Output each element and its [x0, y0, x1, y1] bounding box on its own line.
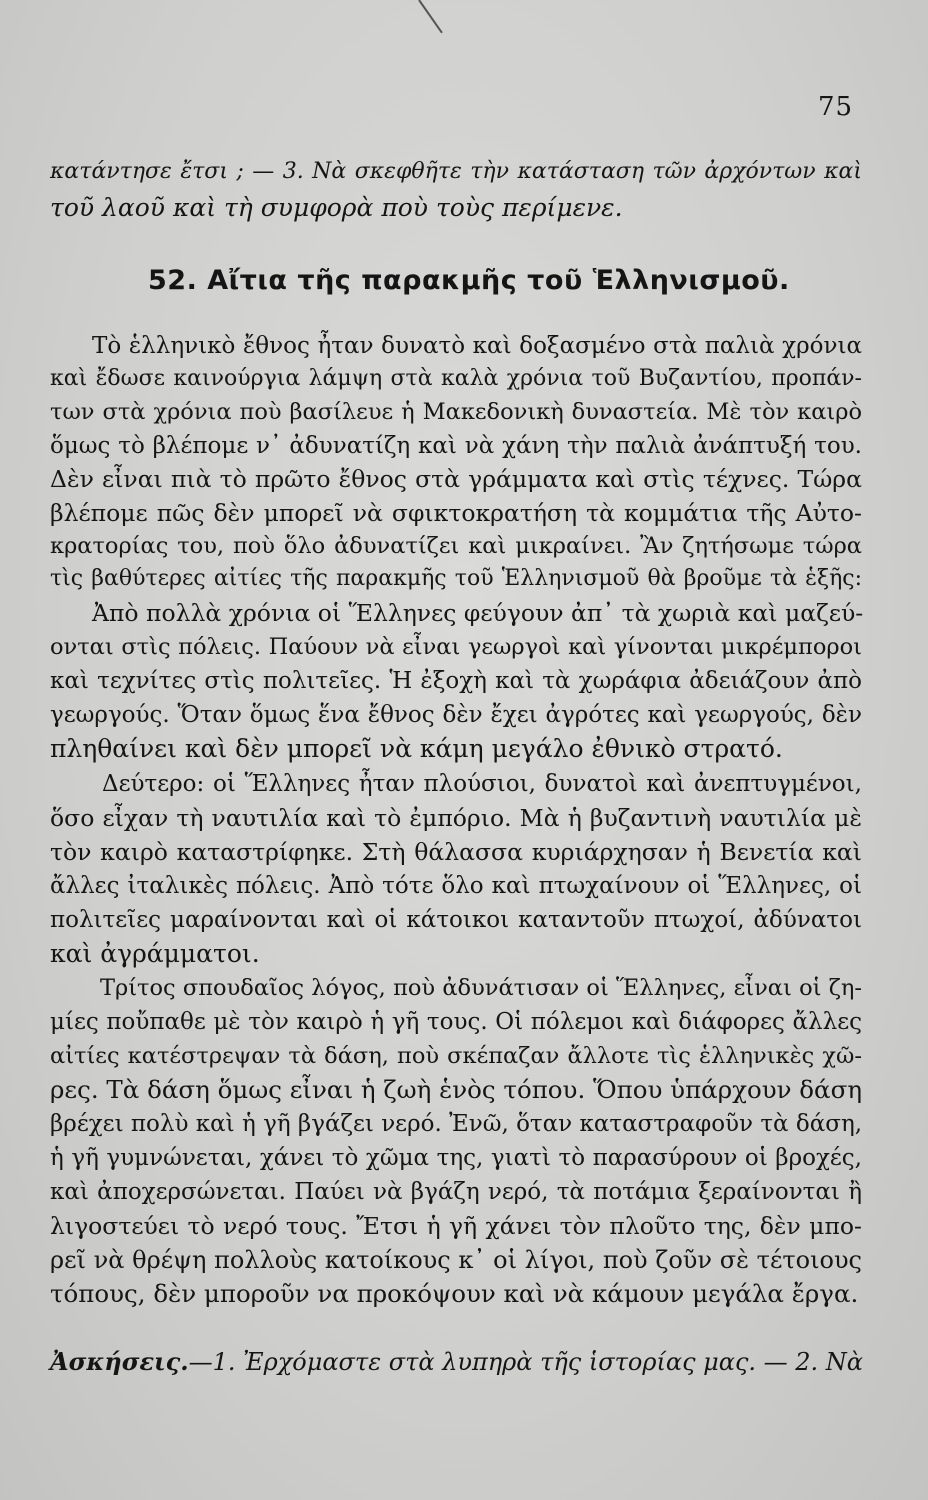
paragraph-line: ὅμως τὸ βλέπομε ν᾽ ἀδυνατίζη καὶ νὰ χάνη τὴν παλιὰ ἀνάπτυξή του. — [50, 433, 862, 459]
paragraph-line: Δὲν εἶναι πιὰ τὸ πρῶτο ἔθνος στὰ γράμματα καὶ στὶς τέχνες. Τώρα — [50, 465, 862, 493]
paragraph-line: καὶ ἔδωσε καινούργια λάμψη στὰ καλὰ χρόνια τοῦ Βυζαντίου, προπάν- — [50, 366, 862, 391]
paragraph-line: αἰτίες κατέστρεψαν τὰ δάση, ποὺ σκέπαζαν ἄλλοτε τὶς ἑλληνικὲς χῶ- — [50, 1043, 862, 1069]
exercises-text: —1. Ἐρχόμαστε στὰ λυπηρὰ τῆς ἱστορίας μας. — 2. Νὰ — [188, 1348, 864, 1376]
paragraph-line: μίες ποὔπαθε μὲ τὸν καιρὸ ἡ γῆ τους. Οἱ πόλεμοι καὶ διάφορες ἄλλες — [50, 1009, 862, 1035]
paragraph-line: καὶ τεχνίτες στὶς πολιτεῖες. Ἡ ἐξοχὴ καὶ τὰ χωράφια ἀδειάζουν ἀπὸ — [50, 668, 862, 694]
paragraph-line: βλέπομε πῶς δὲν μπορεῖ νὰ σφικτοκρατήση τὰ κομμάτια τῆς Αὐτο- — [50, 499, 862, 527]
paragraph-line: τὸν καιρὸ καταστρίφηκε. Στὴ θάλασσα κυριάρχησαν ἡ Βενετία καὶ — [50, 838, 862, 866]
question-line: τοῦ λαοῦ καὶ τὴ συμφορὰ ποὺ τοὺς περίμενε. — [50, 193, 623, 222]
paragraph-line: βρέχει πολὺ καὶ ἡ γῆ βγάζει νερό. Ἐνῶ, ὅταν καταστραφοῦν τὰ δάση, — [50, 1111, 863, 1137]
paragraph-line: Τρίτος σπουδαῖος λόγος, ποὺ ἀδυνάτισαν οἱ Ἕλληνες, εἶναι οἱ ζη- — [100, 975, 862, 1001]
paragraph-line: λιγοστεύει τὸ νερό τους. Ἔτσι ἡ γῆ χάνει τὸν πλοῦτο της, δὲν μπο- — [50, 1212, 862, 1240]
paragraph-line: τόπους, δὲν μποροῦν να προκόψουν καὶ νὰ κάμουν μεγάλα ἔργα. — [50, 1279, 859, 1308]
paragraph-line: ονται στὶς πόλεις. Παύουν νὰ εἶναι γεωργοὶ καὶ γίνονται μικρέμποροι — [50, 634, 862, 660]
section-title: 52. Αἴτια τῆς παρακμῆς τοῦ Ἑλληνισμοῦ. — [148, 265, 790, 296]
paragraph-line: τὶς βαθύτερες αἰτίες τῆς παρακμῆς τοῦ Ἑλληνισμοῦ θὰ βροῦμε τὰ ἑξῆς: — [50, 566, 862, 591]
paragraph-line: πληθαίνει καὶ δὲν μπορεῖ νὰ κάμη μεγάλο ἐθνικὸ στρατό. — [50, 734, 783, 763]
exercises-line — [50, 1346, 862, 1378]
paragraph-line: κρατορίας του, ποὺ ὅλο ἀδυνατίζει καὶ μικραίνει. Ἂν ζητήσωμε τώρα — [50, 533, 862, 559]
paragraph-line: ἡ γῆ γυμνώνεται, χάνει τὸ χῶμα της, γιατὶ τὸ παρασύρουν οἱ βροχές, — [50, 1145, 862, 1171]
paragraph-line: πολιτεῖες μαραίνονται καὶ οἱ κάτοικοι καταντοῦν πτωχοί, ἀδύνατοι — [50, 907, 862, 933]
paragraph-line: ρεῖ νὰ θρέψη πολλοὺς κατοίκους κ᾽ οἱ λίγοι, ποὺ ζοῦν σὲ τέτοιους — [50, 1246, 862, 1274]
paragraph-line: καὶ ἀποχερσώνεται. Παύει νὰ βγάζη νερό, τὰ ποτάμια ξεραίνονται ἢ — [50, 1179, 862, 1205]
paragraph-line: ὅσο εἶχαν τὴ ναυτιλία καὶ τὸ ἐμπόριο. Μὰ ἡ βυζαντινὴ ναυτιλία μὲ — [50, 804, 862, 832]
paragraph-line: ἄλλες ἰταλικὲς πόλεις. Ἀπὸ τότε ὅλο καὶ πτωχαίνουν οἱ Ἕλληνες, οἱ — [50, 873, 862, 899]
question-line: κατάντησε ἔτσι ; — 3. Νὰ σκεφθῆτε τὴν κατάσταση τῶν ἀρχόντων καὶ — [50, 159, 862, 184]
paper-crease — [418, 0, 443, 33]
page-number: 75 — [818, 92, 854, 122]
paragraph-line: Δεύτερο: οἱ Ἕλληνες ἦταν πλούσιοι, δυνατοὶ καὶ ἀνεπτυγμένοι, — [102, 771, 862, 797]
paragraph-line: Ἀπὸ πολλὰ χρόνια οἱ Ἕλληνες φεύγουν ἀπ᾽ τὰ χωριὰ καὶ μαζεύ- — [92, 599, 864, 627]
paragraph-line: καὶ ἀγράμματοι. — [50, 939, 260, 968]
paragraph-line: Τὸ ἑλληνικὸ ἔθνος ἦταν δυνατὸ καὶ δοξασμένο στὰ παλιὰ χρόνια — [92, 333, 862, 359]
paragraph-line: ρες. Τὰ δάση ὅμως εἶναι ἡ ζωὴ ἑνὸς τόπου. Ὅπου ὑπάρχουν δάση — [50, 1075, 862, 1104]
exercises-label: Ἀσκήσεις. — [50, 1347, 189, 1376]
paragraph-line: γεωργούς. Ὅταν ὅμως ἕνα ἔθνος δὲν ἔχει ἀγρότες καὶ γεωργούς, δὲν — [50, 702, 862, 728]
paragraph-line: των στὰ χρόνια ποὺ βασίλευε ἡ Μακεδονικὴ δυναστεία. Μὲ τὸν καιρὸ — [50, 399, 862, 425]
